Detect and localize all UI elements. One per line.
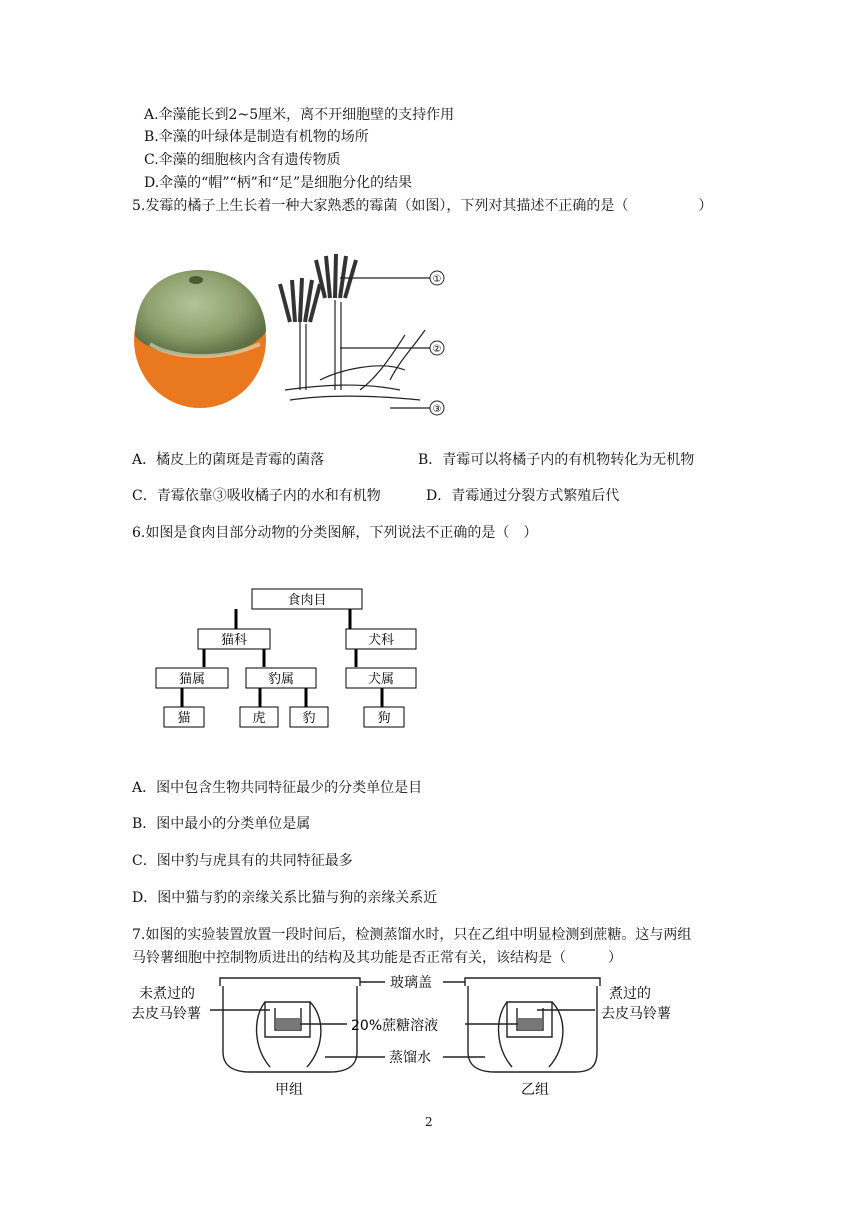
q5-option-d: D．青霉通过分裂方式繁殖后代 [426, 488, 620, 504]
callout-2: ② [432, 344, 442, 355]
q4-option-d: D.伞藻的“帽”“柄”和“足”是细胞分化的结果 [144, 175, 413, 191]
penicillium-drawing [280, 254, 430, 408]
q4-option-b: B.伞藻的叶绿体是制造有机物的场所 [144, 129, 369, 145]
label-boiled-bottom: 去皮马铃薯 [601, 1006, 671, 1022]
q7-stem-line1: 7.如图的实验装置放置一段时间后，检测蒸馏水时，只在乙组中明显检测到蔗糖。这与两组 [132, 927, 692, 943]
q6-classification-tree [150, 585, 430, 730]
q7-stem-line2: 马铃薯细胞中控制物质进出的结构及其功能是否正常有关，该结构是（ ） [132, 950, 622, 966]
q6-option-a: A．图中包含生物共同特征最少的分类单位是目 [132, 780, 423, 796]
label-glass-lid: 玻璃盖 [390, 975, 432, 991]
node-genus-panthera: 豹属 [267, 672, 295, 687]
node-leopard: 豹 [302, 711, 316, 726]
label-unboiled-bottom: 去皮马铃薯 [131, 1006, 201, 1022]
node-cat: 猫 [177, 711, 191, 726]
node-order: 食肉目 [287, 593, 327, 608]
q6-stem: 6.如图是食肉目部分动物的分类图解，下列说法不正确的是（ ） [132, 525, 538, 541]
q5-stem: 5.发霉的橘子上生长着一种大家熟悉的霉菌（如图），下列对其描述不正确的是（ ） [132, 198, 713, 214]
q5-option-c: C．青霉依靠③吸收橘子内的水和有机物 [132, 488, 381, 504]
label-unboiled-top: 未煮过的 [139, 986, 195, 1002]
q5-option-a: A．橘皮上的菌斑是青霉的菌落 [132, 452, 325, 468]
q4-option-c: C.伞藻的细胞核内含有遗传物质 [144, 152, 341, 168]
q5-figure [130, 240, 460, 420]
node-genus-canis: 犬属 [367, 672, 395, 687]
q7-experiment-figure [125, 972, 715, 1102]
node-tiger: 虎 [252, 711, 266, 726]
moldy-orange-image [134, 270, 266, 408]
node-family-cat: 猫科 [220, 633, 248, 648]
q5-option-b: B．青霉可以将橘子内的有机物转化为无机物 [418, 452, 695, 468]
node-family-dog: 犬科 [367, 633, 395, 648]
label-boiled-top: 煮过的 [609, 986, 651, 1002]
q6-option-d: D．图中猫与豹的亲缘关系比猫与狗的亲缘关系近 [132, 890, 438, 906]
callout-3: ③ [432, 404, 442, 415]
q4-option-a: A.伞藻能长到2~5厘米，离不开细胞壁的支持作用 [144, 107, 455, 123]
label-sucrose-solution: 20%蔗糖溶液 [351, 1018, 439, 1034]
q5-callouts [430, 271, 444, 415]
label-distilled-water: 蒸馏水 [389, 1050, 431, 1066]
q6-option-b: B．图中最小的分类单位是属 [132, 816, 311, 832]
q6-option-c: C．图中豹与虎具有的共同特征最多 [132, 853, 353, 869]
node-genus-felis: 猫属 [178, 672, 206, 687]
label-group-a: 甲组 [275, 1082, 303, 1098]
callout-1: ① [432, 274, 442, 285]
node-dog: 狗 [377, 711, 391, 726]
page-number: 2 [425, 1115, 433, 1129]
label-group-b: 乙组 [521, 1082, 549, 1098]
